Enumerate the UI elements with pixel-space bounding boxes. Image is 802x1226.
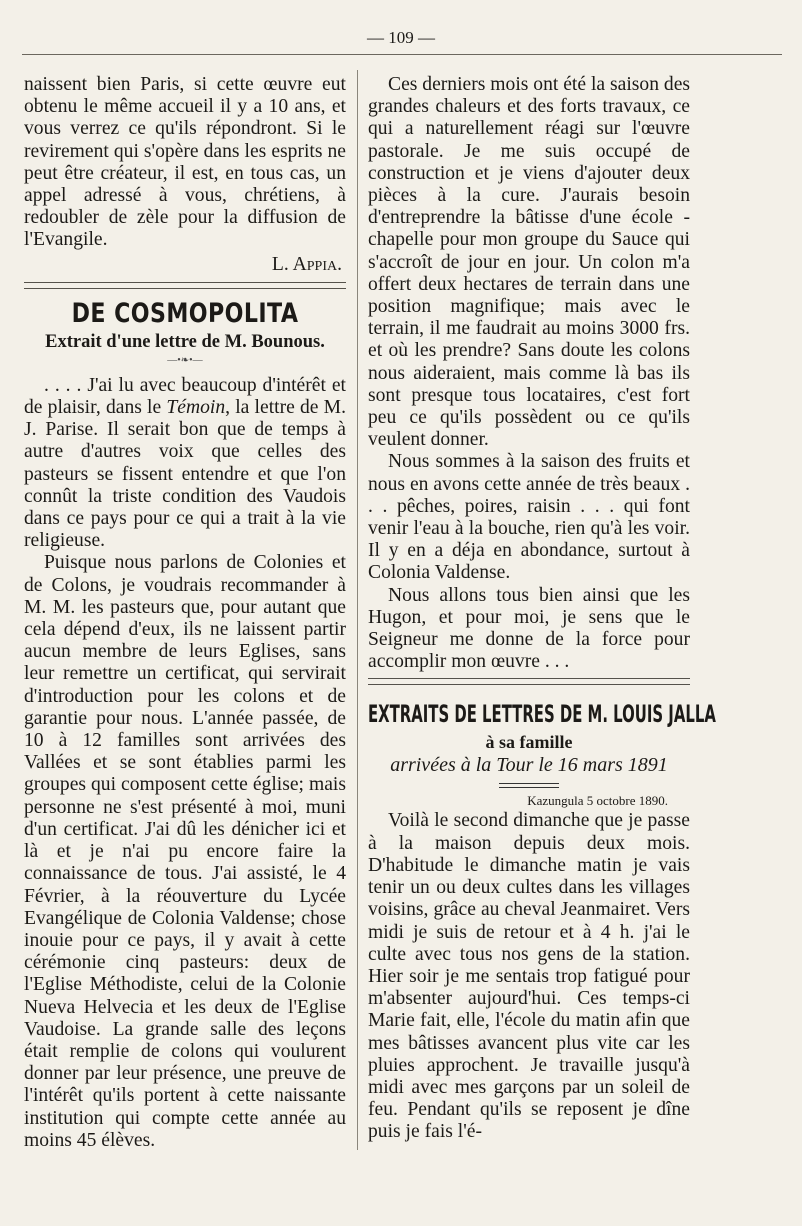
section-title-jalla: EXTRAITS DE LETTRES DE M. LOUIS JALLA <box>368 700 716 729</box>
fleuron-ornament: —•❧•— <box>167 354 203 366</box>
left-column <box>24 74 346 1152</box>
header-rule <box>22 54 782 55</box>
page-number: — 109 — <box>367 28 435 47</box>
letter-paragraph-1 <box>24 375 346 553</box>
letter-paragraph-4: Nous sommes à la saison des fruits et nous en avons cette année de très beaux . . . pêches, poires, raisin . . . qui font venir l'eau à la bouche, rien qu'à les voir. Il y en a déja en abondance, surtout à Colonia Valdense. <box>368 451 690 584</box>
section-subtitle-family: à sa famille <box>485 732 573 753</box>
section-subtitle: Extrait d'une lettre de M. Bounous. <box>45 331 325 352</box>
p1-italic-title: Témoin <box>166 397 226 419</box>
letter-dateline: Kazungula 5 octobre 1890. <box>527 793 668 809</box>
section-separator <box>24 282 346 289</box>
right-column <box>368 74 716 1144</box>
jalla-paragraph-1: Voilà le second dimanche que je passe à la maison depuis deux mois. D'habitude le dimanche matin je vais tenir un ou deux cultes dans les villages voisins, grâce au cheval Jeanmairet. Vers midi je suis de retour et à 4 h. j'ai le culte avec tous nos gens de la station. Hier soir je me sentais trop fatigué pour m'absenter aujourd'hui. Ces temps-ci Marie fait, elle, l'école du matin afin que mes bâtisses avancent plus vite car les pluies approchent. Je travaille jusqu'à midi avec mes garçons par un soleil de feu. Pendant qu'ils se reposent je dîne puis je fais l'é- <box>368 810 690 1143</box>
continued-paragraph: naissent bien Paris, si cette œuvre eut obtenu le même accueil il y a 10 ans, et vous verrez ce qu'ils répondront. Si le revirement qui s'opère dans les esprits ne peut être créateur, il est, en tous cas, un appel adressé à vous, chrétiens, à redoubler de zèle pour la diffusion de l'Evangile. <box>24 74 346 251</box>
letter-paragraph-5: Nous allons tous bien ainsi que les Hugon, et pour moi, je sens que le Seigneur me donne de la force pour accomplir mon œuvre . . . <box>368 584 690 673</box>
letter-paragraph-2: Puisque nous parlons de Colonies et de Colons, je voudrais recommander à M. M. les pasteurs que, pour autant que cela dépend d'eux, ils ne laissent partir aucun membre de leurs Eglises, sans leur remettre un certificat, qui servirait d'introduction pour les colons et de garantie pour nous. L'année passée, de 10 à 12 familles sont arrivées des Vallées et se sont établies parmi les groupes qui composent cette église; mais personne ne s'est présenté à moi, muni d'un certificat. J'ai dû les dénicher ici et là et je n'ai pu encore faire la connaissance de tous. J'ai assisté, le 4 Février, à la réouverture du Lycée Evangélique de Colonia Valdense; chose inouie pour ce pays, il y avait à cette cérémonie cinq pasteurs: deux de l'Eglise Méthodiste, celui de la Colonie Nueva Helvecia et les deux de l'Eglise Vaudoise. La grande salle des leçons était remplie de colons qui voulurent donner par leur présence, une preuve de l'intérêt qu'ils portent à cette naissante institution qui compte cette année au moins 45 élèves. <box>24 552 346 1151</box>
section-title-cosmopolita: DE COSMOPOLITA <box>71 297 299 329</box>
short-rule <box>499 783 559 788</box>
letter-paragraph-3: Ces derniers mois ont été la saison des grandes chaleurs et des forts travaux, ce qui a naturellement réagi sur l'œuvre pastorale. Je me suis occupé de construction et je viens d'ajouter deux pièces à la cure. J'aurais besoin d'entreprendre la bâtisse d'une école - chapelle pour mon groupe du Sauce qui s'accroît de jour en jour. Un colon m'a offert deux hectares de terrain dans une position magnifique; mais avec le terrain, il me faudrait au moins 3000 frs. et où les prendre? Sans doute les colons nous aideraient, mais comme là bas ils sont presque tous locataires, c'est fort peu ce qu'ils possèdent ou ce qu'ils veulent donner. <box>368 74 691 451</box>
p1-text-start: . . . . J'ai lu avec beaucoup d'intérêt et de plaisir, dans le <box>24 374 346 419</box>
column-divider <box>357 70 358 1150</box>
section-separator-right <box>368 678 690 685</box>
p1-text-end: , la lettre de M. J. Parise. Il serait bon que de temps à autre d'autres voix que celles des pasteurs se fissent entendre et que l'on connût la triste condition des Vaudois dans ce pays pour ce qui a trait à la vie religieuse. <box>24 397 346 552</box>
section-subtitle-arrival: arrivées à la Tour le 16 mars 1891 <box>390 754 668 777</box>
signature: L. Appia. <box>271 253 342 275</box>
